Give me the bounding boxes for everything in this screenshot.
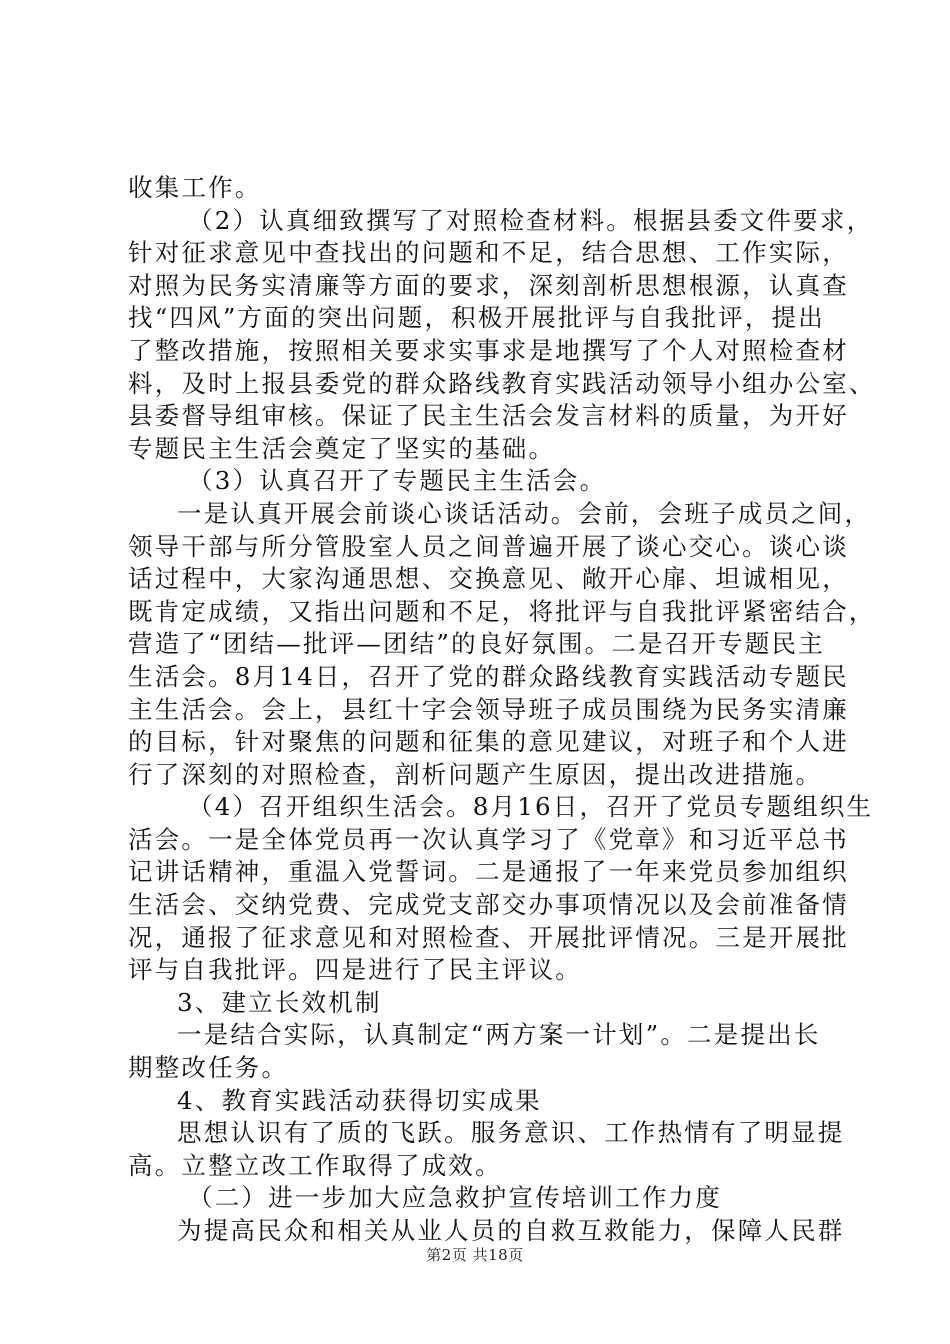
body-line: 主生活会。会上，县红十字会领导班子成员围绕为民务实清廉: [128, 694, 849, 724]
body-line: 对照为民务实清廉等方面的要求，深刻剖析思想根源，认真查: [128, 270, 849, 300]
body-line: 记讲话精神，重温入党誓词。二是通报了一年来党员参加组织: [128, 857, 849, 887]
body-line: 4、教育实践活动获得切实成果: [177, 1085, 542, 1115]
body-line: 找“四风”方面的突出问题，积极开展批评与自我批评，提出: [128, 303, 825, 333]
body-line: 领导干部与所分管股室人员之间普遍开展了谈心交心。谈心谈: [128, 531, 849, 561]
body-line: 期整改任务。: [128, 1053, 289, 1083]
body-line: （二）进一步加大应急救护宣传培训工作力度: [188, 1183, 722, 1213]
body-line: （2）认真细致撰写了对照检查材料。根据县委文件要求，: [188, 205, 874, 235]
body-line: 高。立整立改工作取得了成效。: [128, 1150, 502, 1180]
body-line: 评与自我批评。四是进行了民主评议。: [128, 955, 582, 985]
page-footer: 第2页 共18页: [426, 1246, 524, 1264]
body-line: 行了深刻的对照检查，剖析问题产生原因，提出改进措施。: [128, 759, 823, 789]
body-line: 况，通报了征求意见和对照检查、开展批评情况。三是开展批: [128, 922, 849, 952]
body-line: 的目标，针对聚焦的问题和征集的意见建议，对班子和个人进: [128, 727, 849, 757]
body-line: 了整改措施，按照相关要求实事求是地撰写了个人对照检查材: [128, 335, 849, 365]
body-line: （4）召开组织生活会。8月16日，召开了党员专题组织生: [188, 792, 874, 822]
body-line: 一是结合实际，认真制定“两方案一计划”。二是提出长: [177, 1020, 821, 1050]
body-line: 收集工作。: [128, 173, 262, 202]
body-line: 为提高民众和相关从业人员的自救互救能力，保障人民群: [177, 1216, 845, 1245]
body-line: 话过程中，大家沟通思想、交换意见、敞开心扉、坦诚相见，: [128, 564, 849, 594]
body-line: 思想认识有了质的飞跃。服务意识、工作热情有了明显提: [177, 1118, 845, 1148]
body-line: 专题民主生活会奠定了坚实的基础。: [128, 433, 556, 463]
body-line: 县委督导组审核。保证了民主生活会发言材料的质量，为开好: [128, 401, 849, 431]
body-line: 针对征求意见中查找出的问题和不足，结合思想、工作实际，: [128, 238, 849, 268]
body-line: 生活会、交纳党费、完成党支部交办事项情况以及会前准备情: [128, 890, 849, 920]
body-line: 料，及时上报县委党的群众路线教育实践活动领导小组办公室、: [128, 368, 876, 398]
body-line: 既肯定成绩，又指出问题和不足，将批评与自我批评紧密结合，: [128, 596, 876, 626]
body-line: 3、建立长效机制: [177, 987, 382, 1017]
body-line: （3）认真召开了专题民主生活会。: [188, 466, 607, 496]
document-body: [128, 172, 876, 1248]
body-line: 活会。一是全体党员再一次认真学习了《党章》和习近平总书: [128, 824, 849, 854]
body-line: 营造了“团结—批评—团结”的良好氛围。二是召开专题民主: [128, 629, 825, 659]
body-line: 一是认真开展会前谈心谈话活动。会前，会班子成员之间，: [177, 498, 872, 528]
body-line: 生活会。8月14日，召开了党的群众路线教育实践活动专题民: [128, 661, 849, 691]
